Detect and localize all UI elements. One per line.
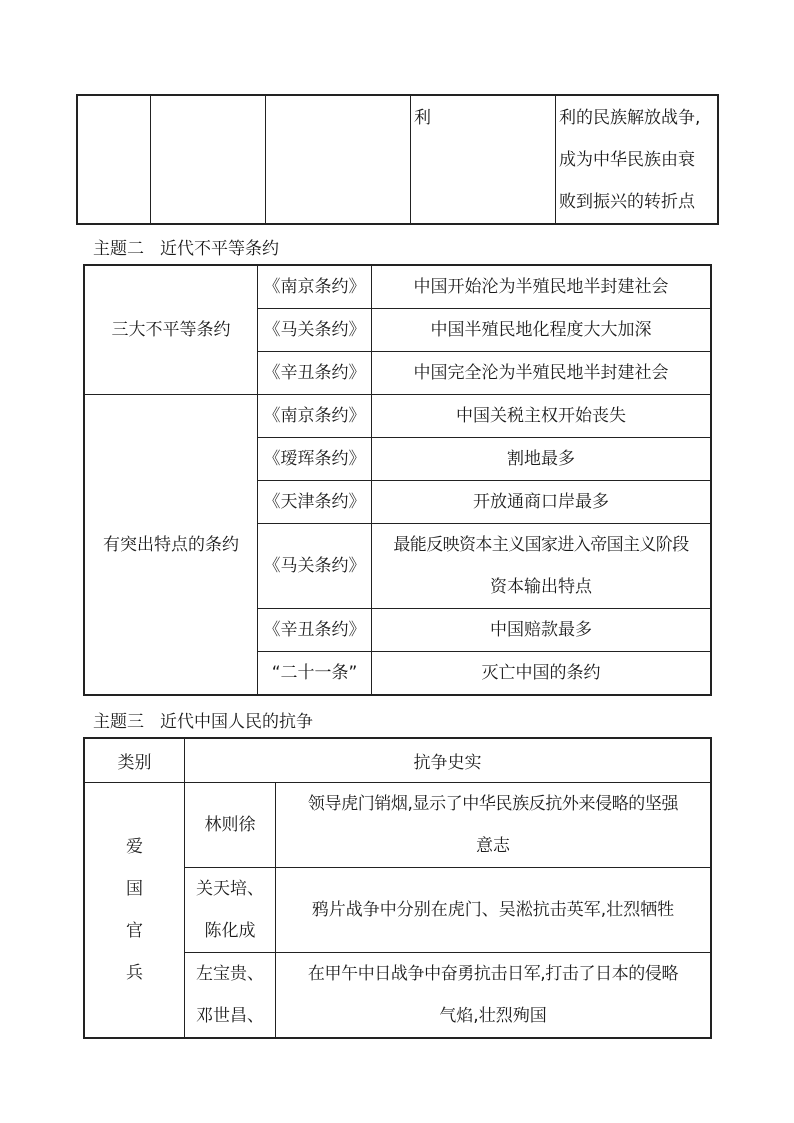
person-name: 林则徐 (204, 815, 256, 835)
fact-line: 意志 (476, 836, 510, 856)
table-row (85, 783, 711, 868)
person-name: 陈化成 (204, 921, 256, 941)
treaty-name: 《瑷珲条约》 (258, 438, 372, 481)
person-name: 邓世昌、 (196, 1006, 264, 1026)
person-name: 左宝贵、 (196, 964, 264, 984)
treaty-name: 《南京条约》 (258, 395, 372, 438)
column-header-facts: 抗争史实 (185, 739, 711, 783)
treaty-description: 中国赔款最多 (372, 609, 711, 652)
category-char: 国 (126, 879, 143, 899)
treaty-description: 开放通商口岸最多 (372, 481, 711, 524)
significance-line: 成为中华民族由衰 (559, 150, 695, 170)
section-label: 主题二 (93, 239, 144, 259)
empty-cell (151, 96, 266, 224)
fact-cell (276, 868, 711, 953)
treaty-description: 割地最多 (372, 438, 711, 481)
fact-cell (276, 953, 711, 1038)
treaty-name: 《南京条约》 (258, 266, 372, 309)
group-label: 三大不平等条约 (85, 266, 258, 395)
section-title: 近代中国人民的抗争 (160, 712, 313, 732)
fact-line: 在甲午中日战争中奋勇抗击日军,打击了日本的侵略 (307, 964, 679, 984)
category-char: 兵 (126, 963, 143, 983)
fact-line: 鸦片战争中分别在虎门、吴淞抗击英军,壮烈牺牲 (311, 900, 675, 920)
description-line: 最能反映资本主义国家进入帝国主义阶段 (393, 535, 689, 555)
fact-cell (276, 783, 711, 868)
section-heading (93, 234, 279, 259)
treaty-name: 《辛丑条约》 (258, 352, 372, 395)
treaty-name: 《马关条约》 (258, 524, 372, 609)
table-row (85, 395, 711, 438)
fact-line: 气焰,壮烈殉国 (439, 1006, 547, 1026)
treaty-name: 《马关条约》 (258, 309, 372, 352)
category-cell (85, 783, 185, 1038)
column-header-category: 类别 (85, 739, 185, 783)
treaty-description: 中国完全沦为半殖民地半封建社会 (372, 352, 711, 395)
treaty-name: 《天津条约》 (258, 481, 372, 524)
treaties-table (84, 265, 711, 695)
person-cell (185, 783, 276, 868)
description-line: 资本输出特点 (490, 577, 592, 597)
significance-cell (556, 96, 718, 224)
resistance-table (84, 738, 711, 1038)
empty-cell (78, 96, 151, 224)
significance-line: 利的民族解放战争, (559, 108, 701, 128)
category-char: 爱 (126, 837, 143, 857)
result-text: 利 (414, 108, 431, 128)
treaty-description: 中国半殖民地化程度大大加深 (372, 309, 711, 352)
person-cell (185, 953, 276, 1038)
category-char: 官 (126, 921, 143, 941)
continued-table (77, 95, 718, 224)
section-heading (93, 707, 313, 732)
fact-line: 领导虎门销烟,显示了中华民族反抗外来侵略的坚强 (307, 794, 679, 814)
person-cell (185, 868, 276, 953)
treaty-name: 《辛丑条约》 (258, 609, 372, 652)
table-header-row (85, 739, 711, 783)
table-row (78, 96, 718, 224)
section-label: 主题三 (93, 712, 144, 732)
treaty-description: 中国开始沦为半殖民地半封建社会 (372, 266, 711, 309)
treaty-description: 中国关税主权开始丧失 (372, 395, 711, 438)
group-label: 有突出特点的条约 (85, 395, 258, 695)
section-title: 近代不平等条约 (160, 239, 279, 259)
table-row (85, 266, 711, 309)
treaty-name: “二十一条” (258, 652, 372, 695)
person-name: 关天培、 (196, 879, 264, 899)
empty-cell (266, 96, 411, 224)
treaty-description: 灭亡中国的条约 (372, 652, 711, 695)
significance-line: 败到振兴的转折点 (559, 192, 695, 212)
result-cell (411, 96, 556, 224)
treaty-description (372, 524, 711, 609)
